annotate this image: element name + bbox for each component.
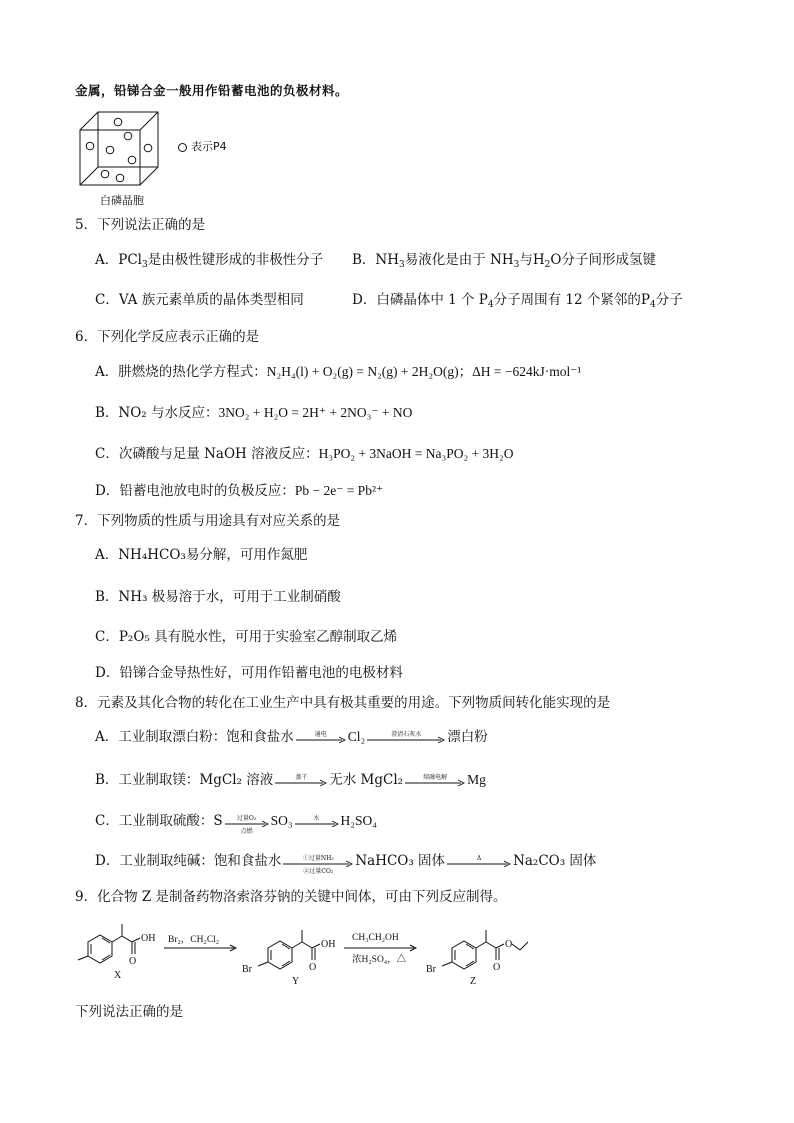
step2-reagent-top: CH₃CH₂OH (352, 933, 399, 943)
q6-option-d: D．铅蓄电池放电时的负极反应：Pb − 2e⁻ = Pb²⁺ (95, 483, 384, 499)
legend-text: 表示P4 (191, 140, 227, 153)
q6-option-c: C．次磷酸与足量 NaOH 溶液反应：H₃PO₂ + 3NaOH = Na₃PO₂ + 3H₂O (95, 446, 514, 462)
reaction-arrow: 通电 (296, 733, 346, 743)
q6-option-a: A．肼燃烧的热化学方程式：N₂H₄(l) + O₂(g) = N₂(g) + 2H₂O(g)；ΔH = −624kJ·mol⁻¹ (95, 364, 582, 380)
step2-reagent-bottom: 浓H₂SO₄，△ (352, 955, 407, 965)
q6-option-b: B．NO₂ 与水反应：3NO₂ + H₂O = 2H⁺ + 2NO₃⁻ + NO (95, 405, 413, 421)
q7-option-a: A．NH₄HCO₃易分解，可用作氮肥 (95, 547, 308, 563)
q6-stem: 6．下列化学反应表示正确的是 (75, 329, 260, 345)
reaction-arrow: 熔融电解 (405, 776, 465, 786)
q5-option-b: B．$NH_3$易液化是由于 $NH_3$与$H_2O$分子间形成氢键 (352, 252, 656, 270)
reaction-scheme (72, 920, 592, 988)
reaction-arrow: 过量O₂ 点燃 (225, 817, 269, 827)
br-label-y: Br (242, 964, 252, 975)
o-label: O (493, 962, 501, 973)
oh-group-label: OH (321, 939, 336, 950)
q7-option-b: B．NH₃ 极易溶于水，可用于工业制硝酸 (95, 589, 341, 605)
q7-stem: 7．下列物质的性质与用途具有对应关系的是 (75, 513, 341, 529)
q5-stem: 5．下列说法正确的是 (75, 217, 206, 233)
p4-circle-icon (178, 143, 187, 152)
br-label-z: Br (426, 964, 436, 975)
figure-caption: 白磷晶胞 (100, 194, 144, 207)
reaction-arrow: 水 (295, 817, 339, 827)
intro-text: 金属，铅锑合金一般用作铅蓄电池的负极材料。 (75, 83, 349, 98)
q5-option-c: C．VA 族元素单质的晶体类型相同 (95, 292, 304, 308)
q9-stem: 9．化合物 Z 是制备药物洛索洛芬钠的关键中间体，可由下列反应制得。 (75, 889, 507, 905)
reaction-arrow: Δ (447, 857, 511, 867)
q5-option-a: A．PCl$_3$是由极性键形成的非极性分子 (95, 252, 324, 270)
white-phosphorus-unit-cell-figure (70, 108, 170, 188)
q7-option-c: C．P₂O₅ 具有脱水性，可用于实验室乙醇制取乙烯 (95, 629, 398, 645)
q8-option-a: A．工业制取漂白粉：饱和食盐水 通电 Cl₂ 澄清石灰水 漂白粉 (95, 729, 488, 745)
q9-followup: 下列说法正确的是 (75, 1004, 183, 1020)
oh-group-label: OH (141, 933, 156, 944)
reaction-arrow: 澄清石灰水 (367, 733, 445, 743)
reaction-arrow: ①过量NH₃ ②过量CO₂ (283, 857, 353, 867)
q7-option-d: D．铅锑合金导热性好，可用作铅蓄电池的电极材料 (95, 665, 403, 681)
q8-option-b: B．工业制取镁：MgCl₂ 溶液 蒸干 无水 MgCl₂ 熔融电解 Mg (95, 772, 486, 788)
compound-y-label: Y (292, 976, 300, 987)
q8-stem: 8．元素及其化合物的转化在工业生产中具有极其重要的用途。下列物质间转化能实现的是 (75, 695, 611, 711)
figure-legend (178, 138, 227, 154)
ester-o-label: O (505, 939, 513, 950)
reaction-arrow: 蒸干 (275, 776, 327, 786)
o-label: O (129, 956, 137, 967)
compound-z-label: Z (470, 976, 477, 987)
q5-option-d: D．白磷晶体中 1 个 $P_4$分子周围有 12 个紧邻的$P_4$分子 (352, 292, 683, 310)
o-label: O (309, 962, 317, 973)
compound-x-label: X (114, 970, 122, 981)
q8-option-d: D．工业制取纯碱：饱和食盐水 ①过量NH₃ ②过量CO₂ NaHCO₃ 固体 Δ Na₂CO₃ 固体 (95, 853, 597, 875)
q8-option-c: C．工业制取硫酸：S 过量O₂ 点燃 SO₃ 水 H₂SO₄ (95, 813, 377, 835)
step1-reagent: Br₂，CH₂Cl₂ (168, 935, 220, 945)
